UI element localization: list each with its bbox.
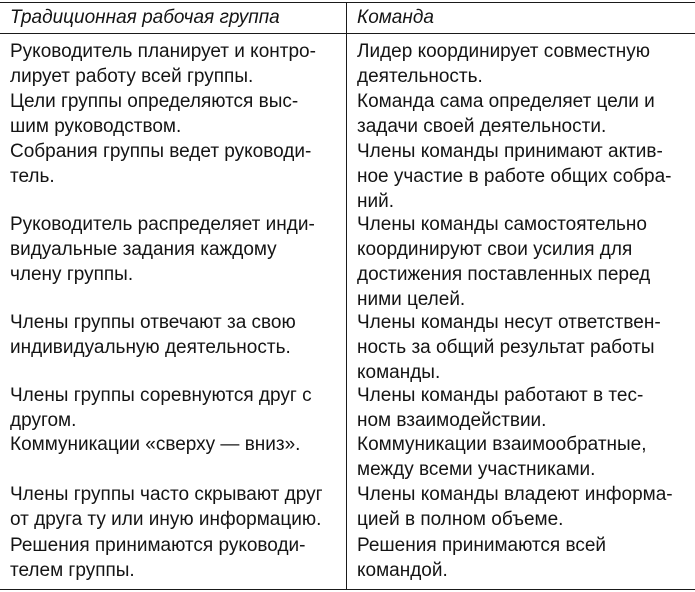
text-line: Члены группы отвечают за свою [10,312,296,333]
table-top-rule [0,2,695,3]
row-8-right [357,482,673,532]
text-line: Члены команды принимают актив- [357,141,663,162]
row-5-right [357,310,661,385]
row-4-right [357,212,650,312]
text-line: Члены команды работают в тес- [357,385,644,406]
text-line: телем группы. [10,560,135,581]
text-line: члену группы. [10,264,134,285]
text-line: ном взаимодействии. [357,410,547,431]
row-9-right [357,533,606,583]
text-line: достижения поставленных перед [357,264,651,285]
text-line: ними целей. [357,289,466,310]
row-5-left [10,310,296,360]
row-1-right [357,39,650,89]
row-6-left [10,383,312,433]
row-7-right [357,432,647,482]
text-line: Собрания группы ведет руководи- [10,141,312,162]
header-left: Традиционная рабочая группа [10,7,280,28]
row-7-left [10,432,300,457]
text-line: координируют свои усилия для [357,239,633,260]
row-3-left [10,139,311,189]
row-2-left [10,89,298,139]
text-line: Коммуникации взаимообратные, [357,434,647,455]
text-line: лирует работу всей группы. [10,66,254,87]
text-line: команды. [357,362,441,383]
text-line: Решения принимаются руководи- [10,535,306,556]
text-line: индивидуальную деятельность. [10,337,291,358]
header-bottom-rule [0,33,695,34]
row-3-right [357,139,672,214]
row-2-right [357,89,655,139]
header-right: Команда [357,7,434,28]
text-line: Члены группы соревнуются друг с [10,385,312,406]
text-line: тель. [10,166,55,187]
text-line: Коммуникации «сверху — вниз». [10,434,301,455]
text-line: видуальные задания каждому [10,239,277,260]
text-line: шим руководством. [10,116,182,137]
text-line: ний. [357,191,394,212]
text-line: командой. [357,560,448,581]
text-line: другом. [10,410,77,431]
text-line: Решения принимаются всей [357,535,607,556]
row-4-left [10,212,315,287]
text-line: между всеми участниками. [357,459,596,480]
text-line: деятельность. [357,66,483,87]
text-line: Руководитель распределяет инди- [10,214,315,235]
text-line: от друга ту или иную информацию. [10,509,322,530]
row-6-right [357,383,643,433]
text-line: Команда сама определяет цели и [357,91,655,112]
table-bottom-rule [0,589,695,590]
text-line: ность за общий результат работы [357,337,655,358]
text-line: Члены команды самостоятельно [357,214,647,235]
row-1-left [10,39,316,89]
text-line: ное участие в работе общих собра- [357,166,672,187]
text-line: Лидер координирует совместную [357,41,650,62]
text-line: Члены группы часто скрывают друг [10,484,323,505]
text-line: задачи своей деятельности. [357,116,607,137]
text-line: Цели группы определяются выс- [10,91,299,112]
column-divider [346,2,347,589]
text-line: Члены команды владеют информа- [357,484,673,505]
text-line: Руководитель планирует и контро- [10,41,316,62]
row-9-left [10,533,305,583]
text-line: цией в полном объеме. [357,509,564,530]
row-8-left [10,482,323,532]
text-line: Члены команды несут ответствен- [357,312,661,333]
